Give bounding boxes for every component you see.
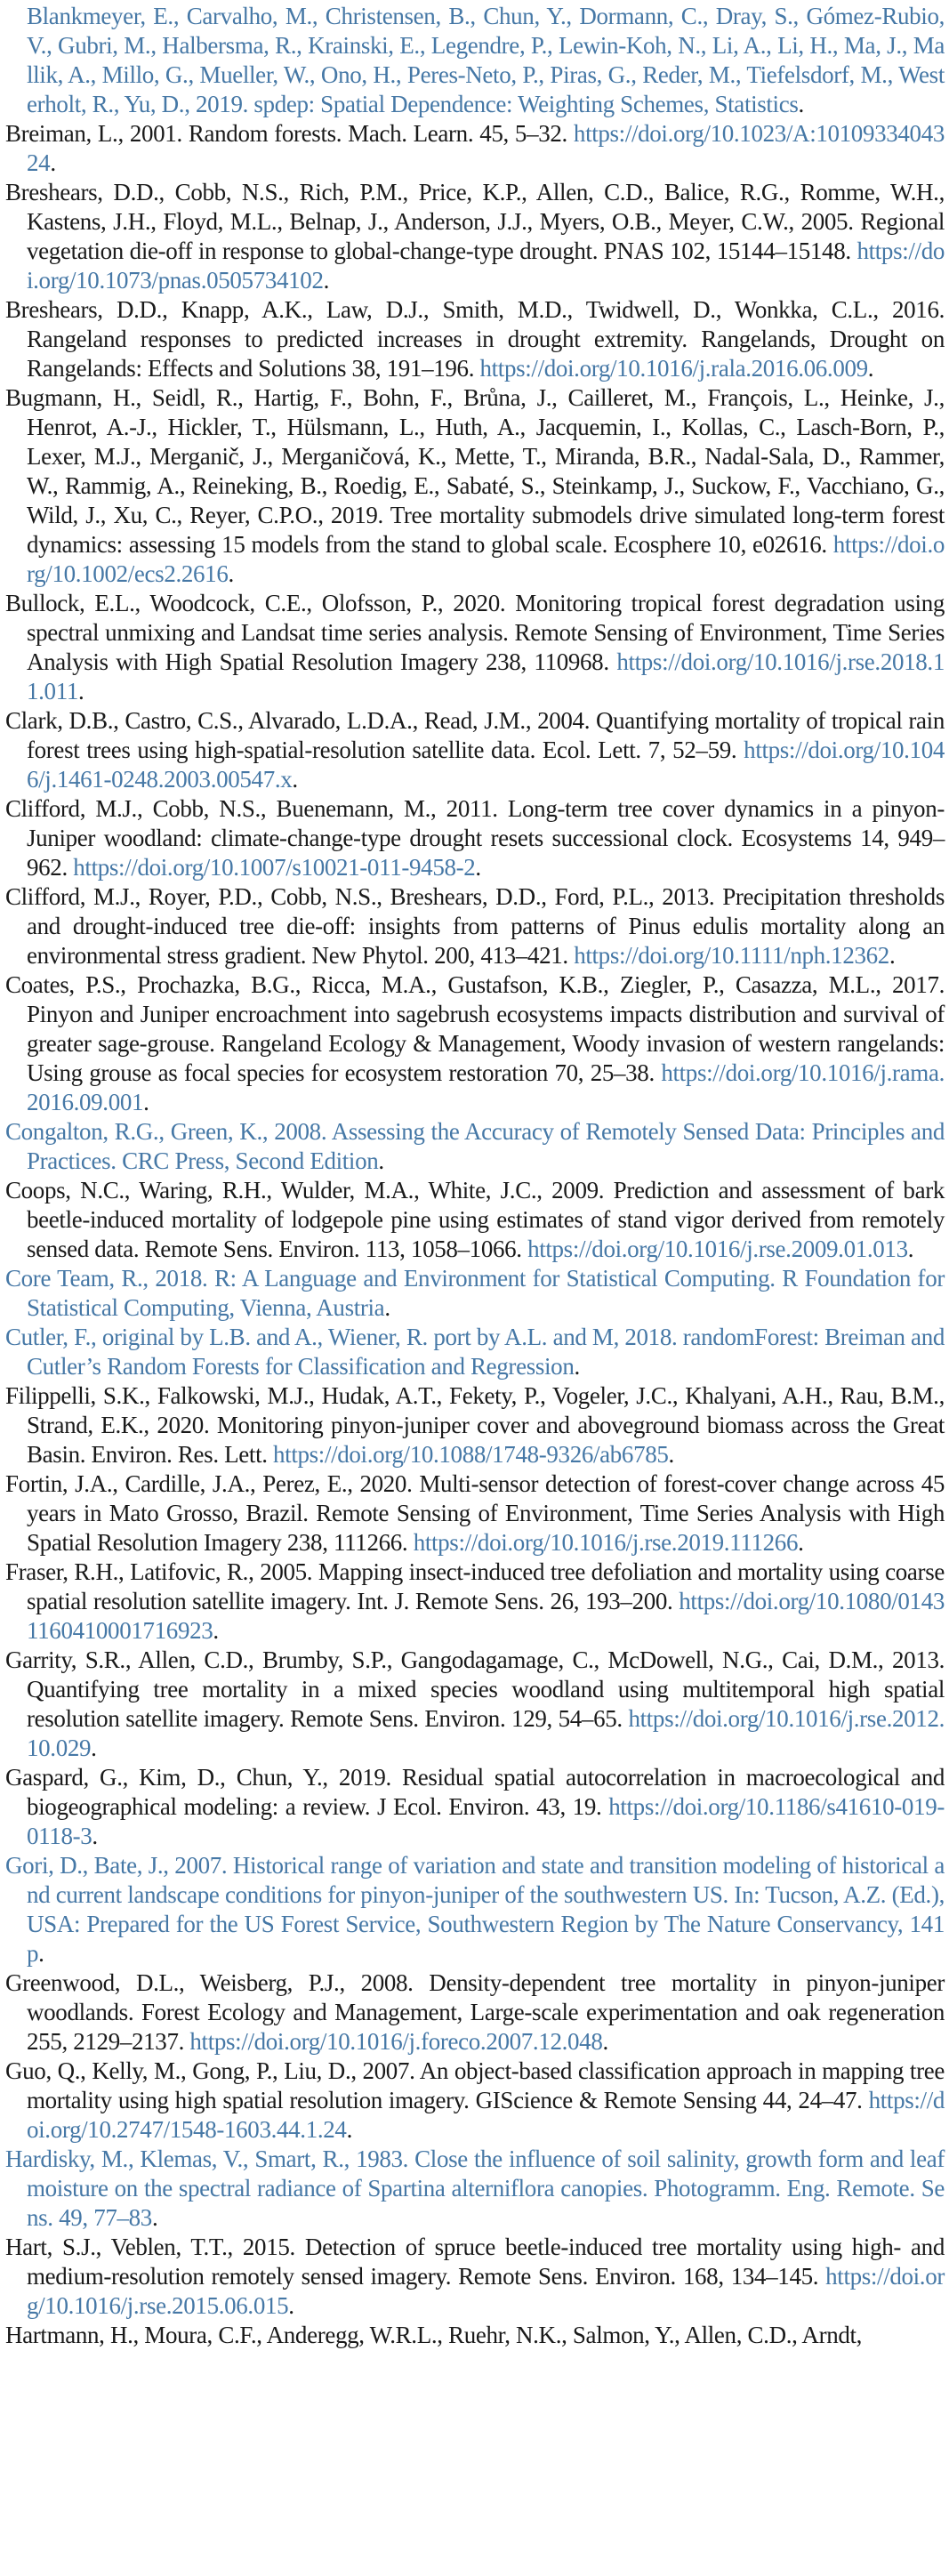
reference-text: Coops, N.C., Waring, R.H., Wulder, M.A., White, J.C., 2009. Prediction and assessment of bark beetle-induced mortality of lodgepole pine using estimates of stand vigor derived from remotely sensed data. Remote Sens. Environ. 113, 1058–1066. [5,1177,945,1262]
reference-entry [0,794,945,882]
reference-entry [0,706,945,794]
reference-text: Breshears, D.D., Cobb, N.S., Rich, P.M., Price, K.P., Allen, C.D., Balice, R.G., Romme, W.H., Kastens, J.H., Floyd, M.L., Belnap, J., Anderson, J.J., Myers, O.B., Meyer, C.W., 2005. Regional vegetation die-off in response to global-change-type drought. PNAS 102, 15144–15148. [5,179,945,264]
doi-link[interactable]: https://doi.org/10.1111/nph.12362 [574,942,889,969]
doi-link[interactable]: Hardisky, M., Klemas, V., Smart, R., 1983. Close the influence of soil salinity, growth form and leaf moisture on the spectral radiance of Spartina alterniflora canopies. Photogramm. Eng. Remote. Sens. 49, 77–83 [5,2145,945,2231]
reference-entry [0,1323,945,1381]
reference-text: Breshears, D.D., Knapp, A.K., Law, D.J., Smith, M.D., Twidwell, D., Wonkka, C.L., 2016. Rangeland responses to predicted increases in drought extremity. Rangelands, Drought on Rangelands: Effects and Solutions 38, 191–196. [5,296,945,382]
reference-entry [0,1117,945,1176]
reference-text: Bullock, E.L., Woodcock, C.E., Olofsson, P., 2020. Monitoring tropical forest degradation using spectral unmixing and Landsat time series analysis. Remote Sensing of Environment, Time Series Analysis with High Spatial Resolution Imagery 238, 110968. [5,590,945,675]
doi-link[interactable]: https://doi.org/10.2747/1548-1603.44.1.24 [27,2087,945,2143]
doi-link[interactable]: https://doi.org/10.1023/A:1010933404324 [27,120,945,176]
reference-entry [0,2,945,119]
doi-link[interactable]: Gori, D., Bate, J., 2007. Historical range of variation and state and transition modeling of historical and current landscape conditions for pinyon-juniper of the southwestern US. In: Tucson, A.Z. (Ed.), USA: Prepared for the US Forest Service, Southwestern Region by The Nature Conservancy, 141p [5,1852,945,1967]
reference-entry [0,178,945,295]
reference-text: Guo, Q., Kelly, M., Gong, P., Liu, D., 2007. An object-based classification approach in mapping tree mortality using high spatial resolution imagery. GIScience & Remote Sensing 44, 24–47. [5,2057,945,2113]
reference-text: . [346,2116,352,2143]
reference-entry [0,1264,945,1323]
reference-entry [0,1469,945,1558]
doi-link[interactable]: https://doi.org/10.1046/j.1461-0248.2003.00547.x [27,737,945,793]
reference-entry [0,2145,945,2233]
reference-text: . [91,1735,97,1761]
reference-text: . [323,267,330,294]
reference-text: Clifford, M.J., Royer, P.D., Cobb, N.S., Breshears, D.D., Ford, P.L., 2013. Precipitation thresholds and drought-induced tree die-off: insights from patterns of Pinus edulis mortality along an environmental stress gradient. New Phytol. 200, 413–421. [5,883,945,969]
reference-text: . [475,854,481,881]
doi-link[interactable]: Congalton, R.G., Green, K., 2008. Assessing the Accuracy of Remotely Sensed Data: Principles and Practices. CRC Press, Second Edition [5,1118,945,1174]
reference-entry [0,383,945,589]
reference-text: Clifford, M.J., Cobb, N.S., Buenemann, M., 2011. Long-term tree cover dynamics in a pinyon-Juniper woodland: climate-change-type drought resets successional clock. Ecosystems 14, 949–962. [5,795,945,881]
reference-text: Hartmann, H., Moura, C.F., Anderegg, W.R.L., Ruehr, N.K., Salmon, Y., Allen, C.D., Arndt, [5,2322,863,2348]
reference-text: . [292,766,298,793]
reference-text: . [288,2292,294,2319]
reference-text: . [889,942,896,969]
reference-entry [0,2321,945,2350]
reference-text: Bugmann, H., Seidl, R., Hartig, F., Bohn, F., Brůna, J., Cailleret, M., François, L., Heinke, J., Henrot, A.-J., Hickler, T., Hülsmann, L., Huth, A., Jacquemin, I., Kollas, C., Lasch-Born, P., Lexer, M.J., Merganič, J., Merganičová, K., Mette, T., Miranda, B.R., Nadal-Sala, D., Rammer, W., Rammig, A., Reineking, B., Roedig, E., Sabaté, S., Steinkamp, J., Suckow, F., Vacchiano, G., Wild, J., Xu, C., Reyer, C.P.O., 2019. Tree mortality submodels drive simulated long-term forest dynamics: assessing 15 models from the stand to global scale. Ecosphere 10, e02616. [5,384,945,558]
reference-text: Breiman, L., 2001. Random forests. Mach. Learn. 45, 5–32. [5,120,574,147]
reference-text: . [228,560,234,587]
reference-entry [0,1968,945,2057]
doi-link[interactable]: https://doi.org/10.1016/j.rse.2012.10.029 [27,1705,945,1761]
reference-entry [0,1381,945,1469]
reference-text: Greenwood, D.L., Weisberg, P.J., 2008. Density-dependent tree mortality in pinyon-juniper woodlands. Forest Ecology and Management, Large-scale experimentation and oak regeneration 255, 2129–2137. [5,1969,945,2055]
reference-text: Clark, D.B., Castro, C.S., Alvarado, L.D.A., Read, J.M., 2004. Quantifying mortality of tropical rain forest trees using high-spatial-resolution satellite data. Ecol. Lett. 7, 52–59. [5,707,945,763]
reference-text: Hart, S.J., Veblen, T.T., 2015. Detection of spruce beetle-induced tree mortality using high- and medium-resolution remotely sensed imagery. Remote Sens. Environ. 168, 134–145. [5,2234,945,2290]
doi-link[interactable]: https://doi.org/10.1016/j.rse.2015.06.015 [27,2263,945,2319]
reference-text: . [92,1823,98,1849]
doi-link[interactable]: Blankmeyer, E., Carvalho, M., Christensen, B., Chun, Y., Dormann, C., Dray, S., Gómez-Rubio, V., Gubri, M., Halbersma, R., Krainski, E., Legendre, P., Lewin-Koh, N., Li, A., Li, H., Ma, J., Mallik, A., Millo, G., Mueller, W., Ono, H., Peres-Neto, P., Piras, G., Reder, M., Tiefelsdorf, M., Westerholt, R., Yu, D., 2019. spdep: Spatial Dependence: Weighting Schemes, Statistics [27,3,945,117]
reference-entry [0,882,945,970]
reference-entry [0,2057,945,2145]
reference-text: . [602,2028,608,2055]
doi-link[interactable]: https://doi.org/10.1186/s41610-019-0118-3 [27,1793,945,1849]
reference-entry [0,2233,945,2321]
reference-text: . [78,678,84,704]
reference-text: Garrity, S.R., Allen, C.D., Brumby, S.P., Gangodagamage, C., McDowell, N.G., Cai, D.M., 2013. Quantifying tree mortality in a mixed species woodland using multitemporal high spatial resolution satellite imagery. Remote Sens. Environ. 129, 54–65. [5,1646,945,1732]
doi-link[interactable]: https://doi.org/10.1002/ecs2.2616 [27,531,945,587]
reference-text: . [574,1353,580,1380]
doi-link[interactable]: https://doi.org/10.1016/j.rala.2016.06.009 [479,355,868,382]
reference-text: Fraser, R.H., Latifovic, R., 2005. Mapping insect-induced tree defoliation and mortality using coarse spatial resolution satellite imagery. Int. J. Remote Sens. 26, 193–200. [5,1558,945,1614]
doi-link[interactable]: https://doi.org/10.1016/j.rama.2016.09.001 [27,1059,945,1115]
reference-text: Coates, P.S., Prochazka, B.G., Ricca, M.A., Gustafson, K.B., Ziegler, P., Casazza, M.L., 2017. Pinyon and Juniper encroachment into sagebrush ecosystems impacts distribution and survival of greater sage-grouse. Rangeland Ecology & Management, Woody invasion of western rangelands: Using grouse as focal species for ecosystem restoration 70, 25–38. [5,971,945,1086]
doi-link[interactable]: https://doi.org/10.1016/j.rse.2018.11.011 [27,648,945,704]
doi-link[interactable]: https://doi.org/10.1016/j.rse.2009.01.013 [527,1236,908,1262]
doi-link[interactable]: https://doi.org/10.1016/j.rse.2019.111266 [413,1529,799,1556]
reference-text: . [151,2204,158,2231]
reference-text: . [907,1236,914,1262]
doi-link[interactable]: Cutler, F., original by L.B. and A., Wiener, R. port by A.L. and M, 2018. randomForest: Breiman and Cutler’s Random Forests for Classification and Regression [5,1324,945,1380]
reference-text: . [378,1147,384,1174]
reference-text: . [668,1441,674,1468]
reference-text: . [143,1089,149,1115]
reference-entry [0,1558,945,1646]
reference-text: . [867,355,874,382]
reference-text: . [798,1529,804,1556]
reference-list [0,2,945,2350]
doi-link[interactable]: https://doi.org/10.1080/01431160410001716923 [27,1588,945,1644]
reference-text: Gaspard, G., Kim, D., Chun, Y., 2019. Residual spatial autocorrelation in macroecological and biogeographical modeling: a review. J Ecol. Environ. 43, 19. [5,1764,945,1820]
doi-link[interactable]: https://doi.org/10.1073/pnas.0505734102 [27,237,945,294]
reference-text: Filippelli, S.K., Falkowski, M.J., Hudak, A.T., Fekety, P., Vogeler, J.C., Khalyani, A.H., Rau, B.M., Strand, E.K., 2020. Monitoring pinyon-juniper cover and aboveground biomass across the Great Basin. Environ. Res. Lett. [5,1382,945,1468]
doi-link[interactable]: https://doi.org/10.1016/j.foreco.2007.12.048 [189,2028,603,2055]
reference-text: . [213,1617,219,1644]
reference-text: . [798,91,804,117]
reference-entry [0,970,945,1117]
reference-entry [0,1851,945,1968]
reference-text: . [384,1294,390,1321]
doi-link[interactable]: Core Team, R., 2018. R: A Language and Environment for Statistical Computing. R Foundation for Statistical Computing, Vienna, Austria [5,1265,945,1321]
reference-text: Fortin, J.A., Cardille, J.A., Perez, E., 2020. Multi-sensor detection of forest-cover change across 45 years in Mato Grosso, Brazil. Remote Sensing of Environment, Time Series Analysis with High Spatial Resolution Imagery 238, 111266. [5,1470,945,1556]
doi-link[interactable]: https://doi.org/10.1007/s10021-011-9458-2 [73,854,476,881]
reference-entry [0,1763,945,1851]
reference-entry [0,1646,945,1763]
doi-link[interactable]: https://doi.org/10.1088/1748-9326/ab6785 [273,1441,669,1468]
reference-text: . [50,149,56,176]
reference-text: . [38,1940,44,1967]
reference-entry [0,295,945,383]
reference-entry [0,1176,945,1264]
reference-entry [0,119,945,178]
reference-entry [0,589,945,706]
